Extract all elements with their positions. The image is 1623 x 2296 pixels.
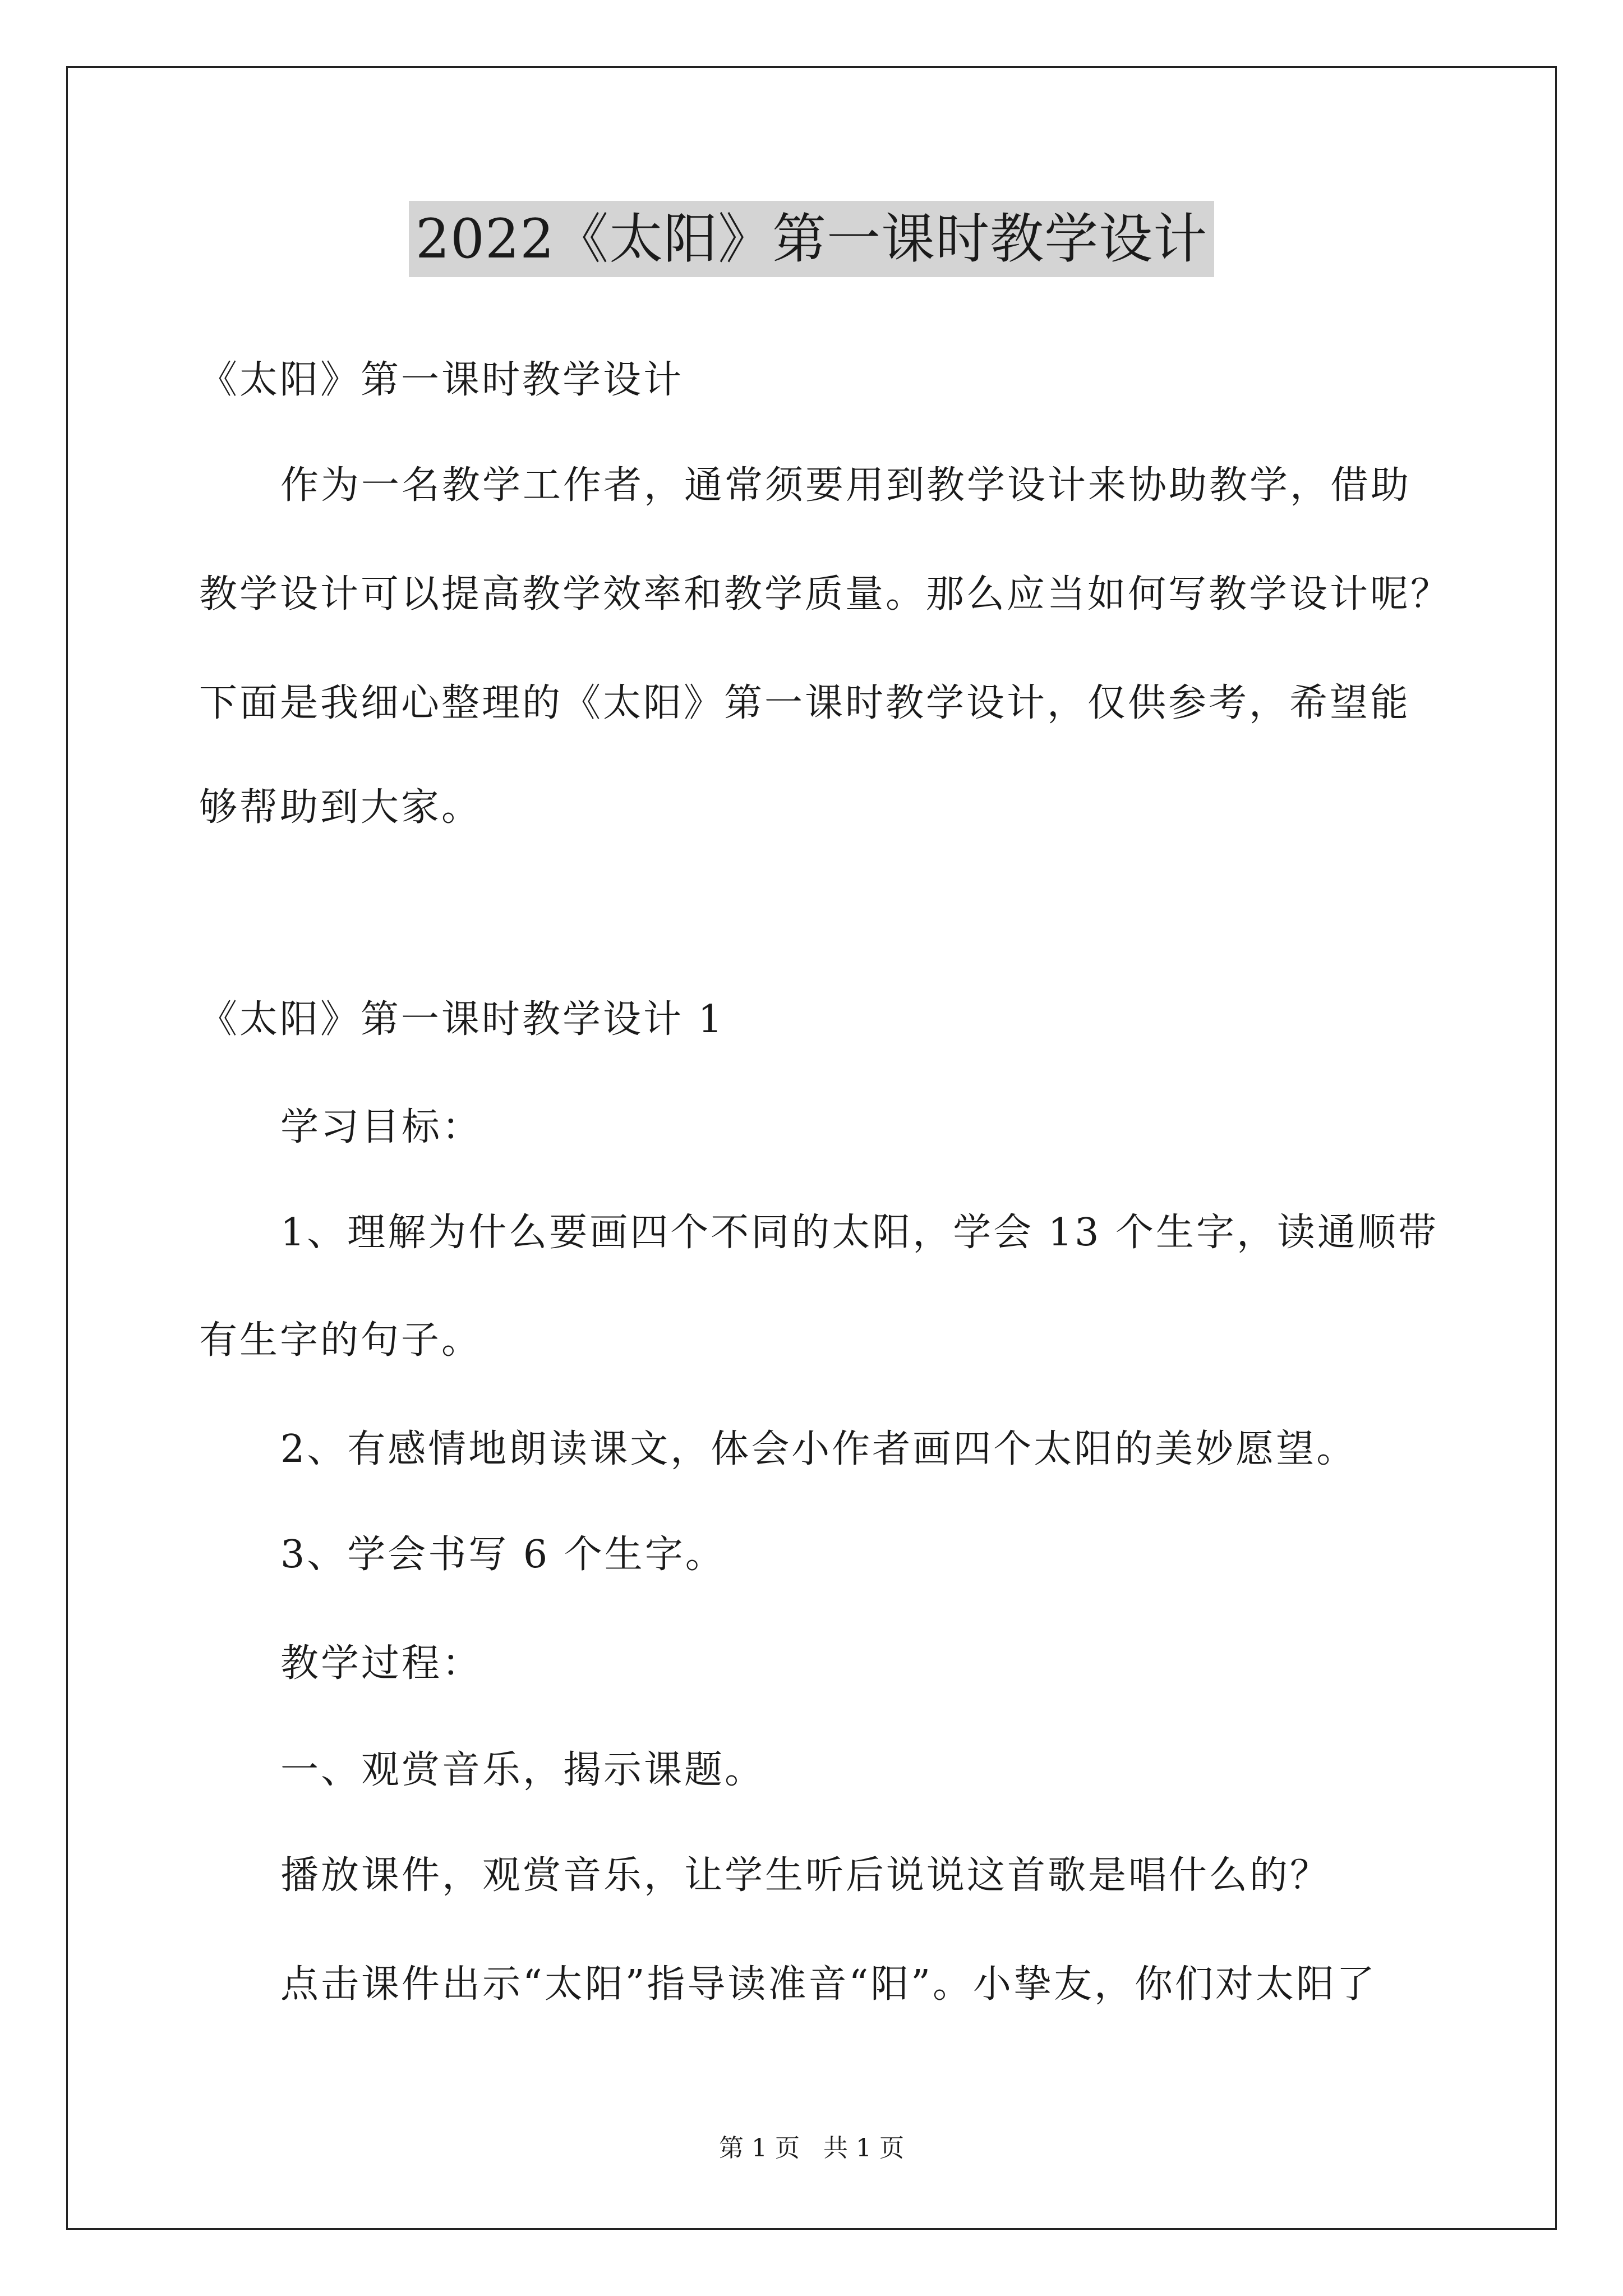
page-total: 共 1 页: [823, 2134, 904, 2162]
subtitle-line: 《太阳》第一课时教学设计: [199, 358, 684, 402]
paragraph-line: 作为一名教学工作者，通常须要用到教学设计来协助教学，借助: [280, 463, 1412, 508]
paragraph-line: 播放课件，观赏音乐，让学生听后说说这首歌是唱什么的？: [280, 1853, 1331, 1898]
paragraph-line: 点击课件出示“太阳”指导读准音“阳”。小挚友，你们对太阳了: [280, 1962, 1377, 2007]
paragraph-line: 一、观赏音乐，揭示课题。: [280, 1748, 766, 1792]
paragraph-line: 2、有感情地朗读课文，体会小作者画四个太阳的美妙愿望。: [280, 1427, 1357, 1471]
paragraph-line: 学习目标：: [280, 1105, 483, 1149]
section-heading: 《太阳》第一课时教学设计 1: [199, 997, 725, 1042]
paragraph-line: 3、学会书写 6 个生字。: [280, 1533, 726, 1577]
page-footer: [0, 2132, 1623, 2165]
page-number: 第 1 页: [719, 2134, 800, 2162]
title-container: [0, 201, 1623, 277]
paragraph-line: 教学过程：: [280, 1641, 483, 1686]
paragraph-line: 教学设计可以提高教学效率和教学质量。那么应当如何写教学设计呢？: [199, 572, 1451, 616]
paragraph-line: 1、理解为什么要画四个不同的太阳，学会 13 个生字，读通顺带: [280, 1211, 1439, 1255]
paragraph-line: 下面是我细心整理的《太阳》第一课时教学设计，仅供参考，希望能: [199, 681, 1411, 725]
paragraph-line: 有生字的句子。: [199, 1318, 482, 1363]
paragraph-line: 够帮助到大家。: [199, 785, 482, 830]
document-title: 2022《太阳》第一课时教学设计: [409, 201, 1214, 277]
